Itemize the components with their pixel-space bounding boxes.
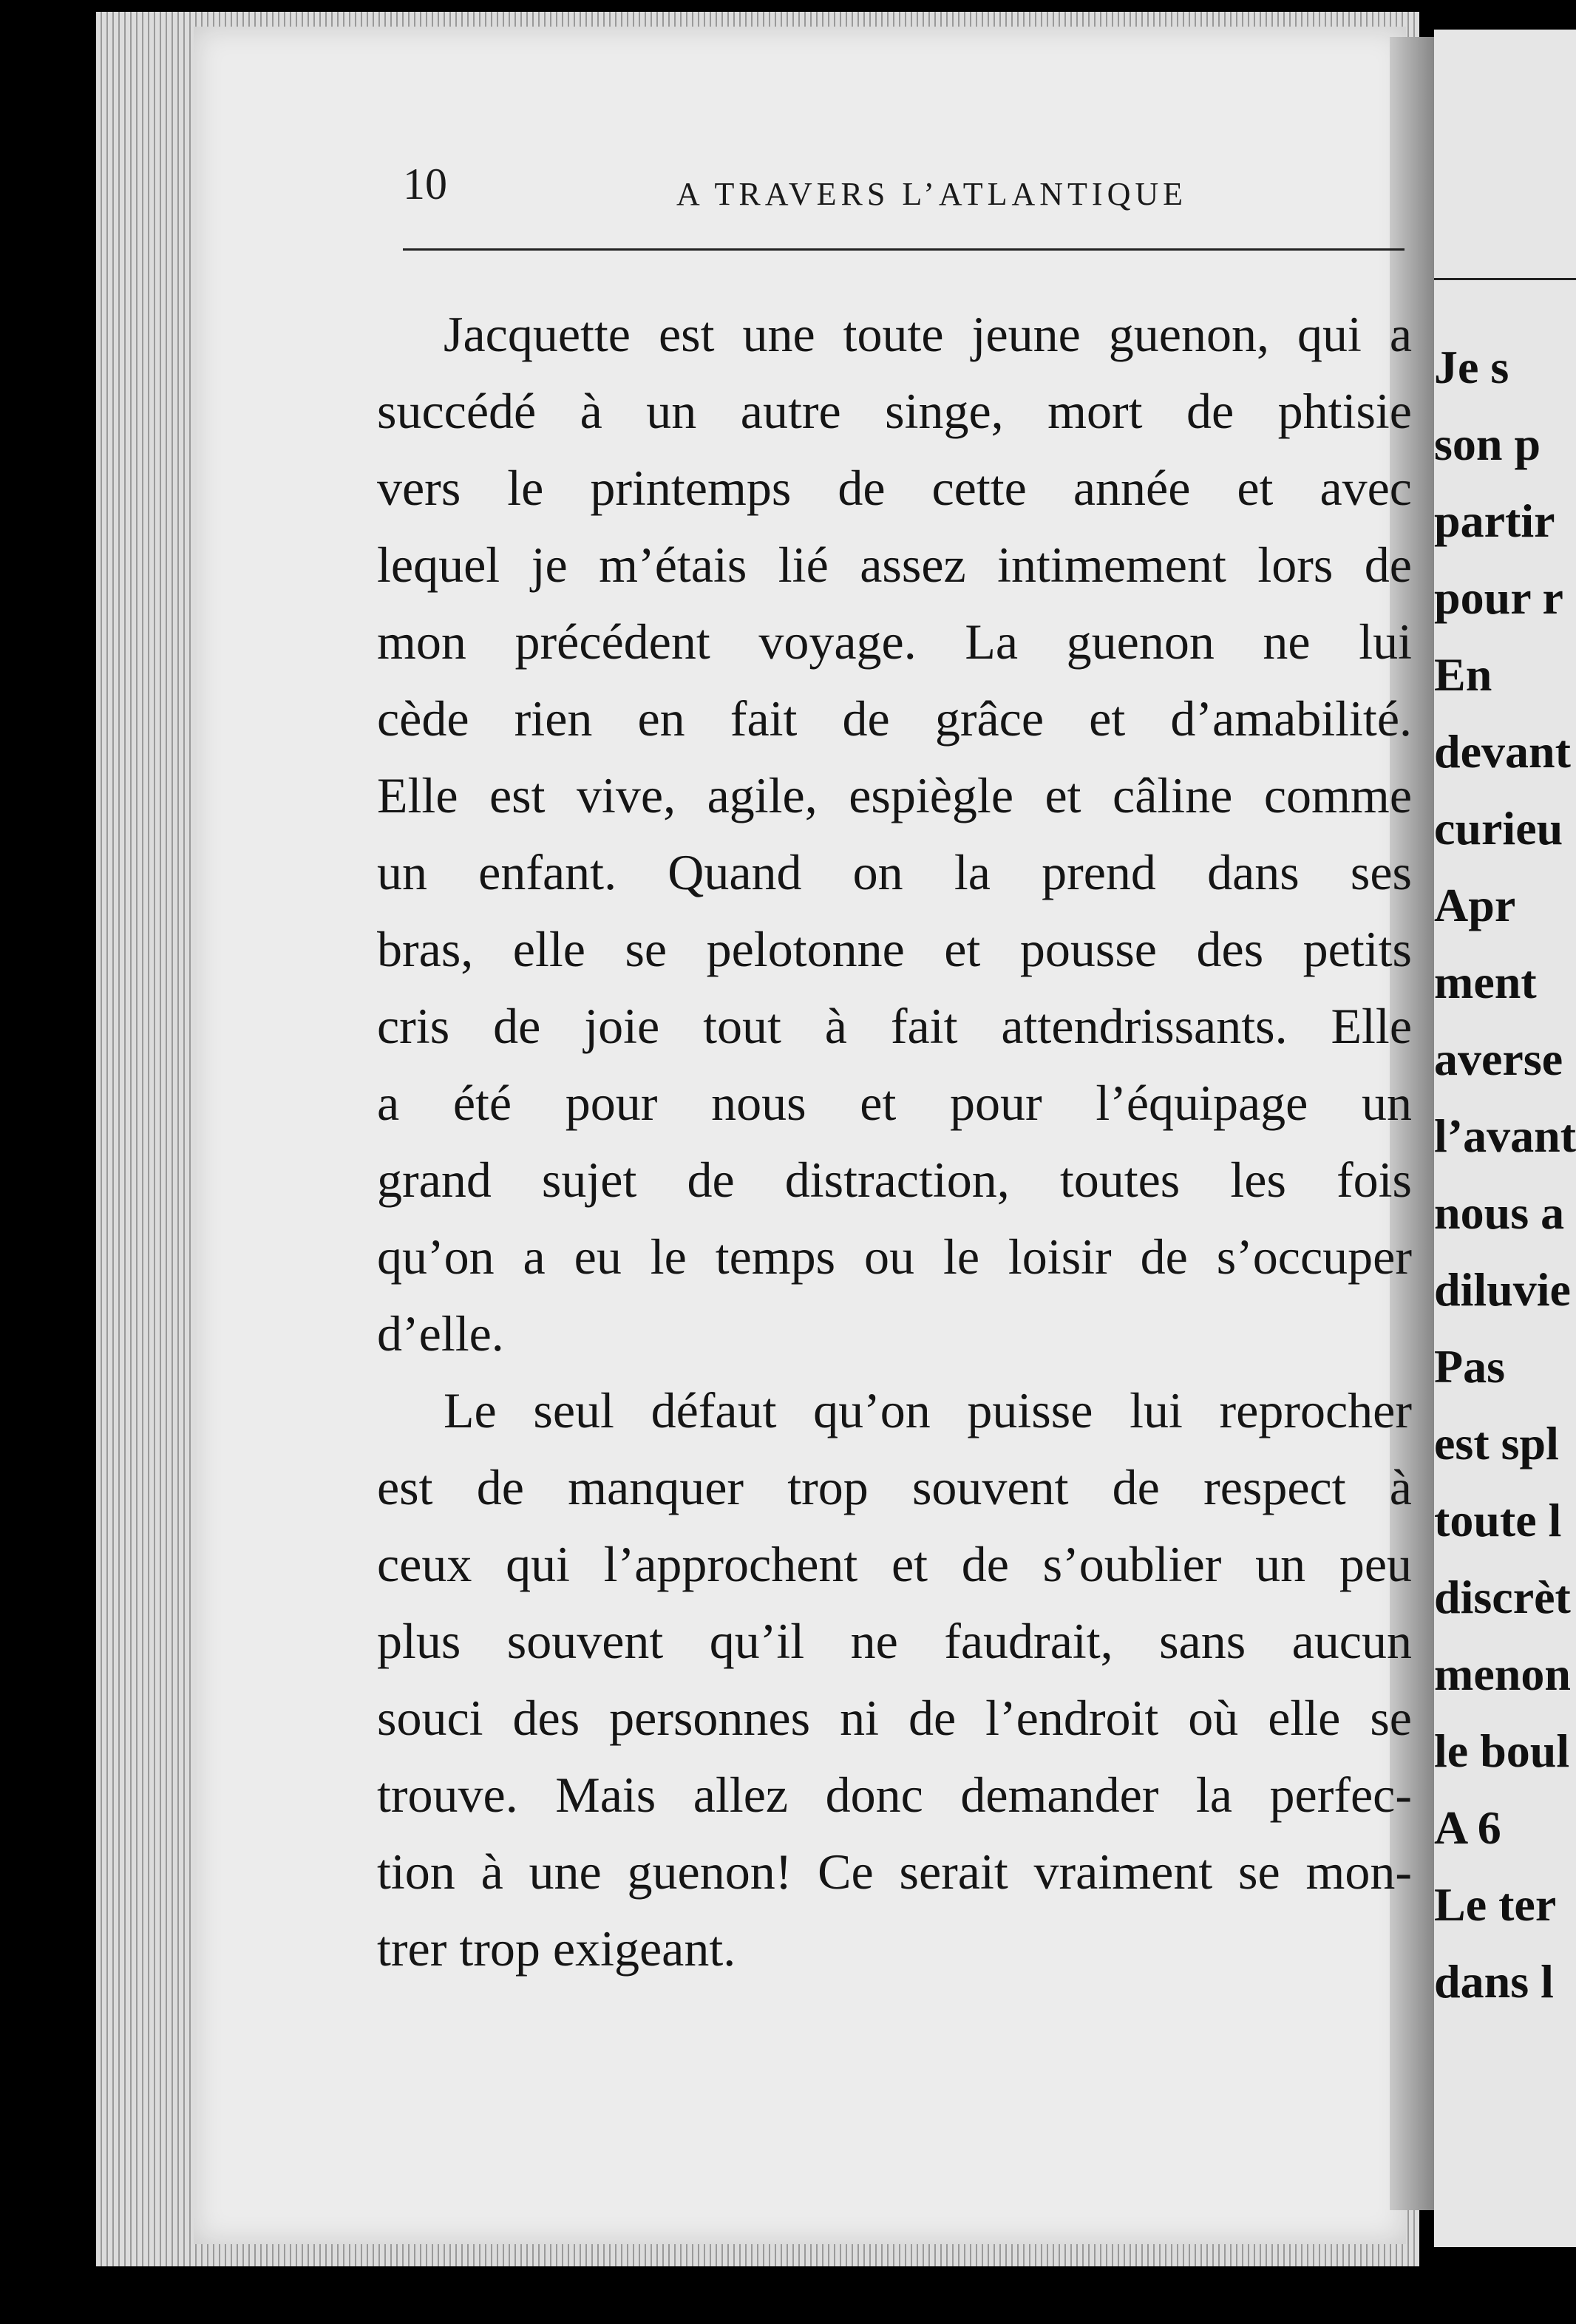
facing-line: devant — [1434, 725, 1571, 778]
facing-line: toute l — [1434, 1494, 1562, 1546]
facing-line: Apr — [1434, 879, 1516, 931]
facing-line: En — [1434, 648, 1492, 701]
text-line: trer trop exigeant. — [377, 1920, 736, 1977]
facing-line: Pas — [1434, 1340, 1505, 1393]
facing-line: l’avant — [1434, 1110, 1576, 1162]
paragraph — [377, 1372, 1412, 1987]
text-line: trouve. Mais allez donc demander la perfec- — [377, 1767, 1412, 1823]
facing-line: partir — [1434, 495, 1555, 547]
text-line: Elle est vive, agile, espiègle et câline comme — [377, 767, 1412, 823]
header-rule — [403, 248, 1405, 251]
facing-page-rule — [1434, 278, 1576, 280]
text-line: qu’on a eu le temps ou le loisir de s’occuper — [377, 1229, 1412, 1285]
facing-line: pour r — [1434, 571, 1563, 624]
facing-line: curieu — [1434, 802, 1563, 854]
text-line: cris de joie tout à fait attendrissants. Elle — [377, 998, 1412, 1054]
text-line: lequel je m’étais lié assez intimement lors de — [377, 537, 1412, 593]
facing-line: discrèt — [1434, 1571, 1571, 1623]
text-line: succédé à un autre singe, mort de phtisie — [377, 383, 1412, 439]
text-line: d’elle. — [377, 1305, 504, 1362]
text-line: Jacquette est une toute jeune guenon, qui a — [444, 306, 1412, 362]
text-line: est de manquer trop souvent de respect à — [377, 1459, 1412, 1515]
body-text — [377, 296, 1412, 1987]
facing-line: est spl — [1434, 1417, 1559, 1470]
page-header — [403, 159, 1408, 225]
text-line: tion à une guenon! Ce serait vraiment se mon- — [377, 1844, 1412, 1900]
facing-page — [1434, 30, 1576, 2247]
facing-line: A 6 — [1434, 1801, 1501, 1854]
running-title: A TRAVERS L’ATLANTIQUE — [676, 176, 1188, 212]
facing-line: le boul — [1434, 1725, 1570, 1777]
text-line: Le seul défaut qu’on puisse lui reprocher — [444, 1382, 1412, 1438]
text-line: bras, elle se pelotonne et pousse des petits — [377, 921, 1412, 977]
text-line: plus souvent qu’il ne faudrait, sans aucun — [377, 1613, 1412, 1669]
facing-line: Le ter — [1434, 1878, 1557, 1931]
text-line: un enfant. Quand on la prend dans ses — [377, 844, 1412, 900]
facing-line: Je s — [1434, 341, 1509, 393]
facing-line: dans l — [1434, 1955, 1554, 2008]
facing-line: averse — [1434, 1033, 1563, 1085]
facing-line: diluvie — [1434, 1263, 1571, 1316]
text-line: a été pour nous et pour l’équipage un — [377, 1075, 1412, 1131]
text-line: mon précédent voyage. La guenon ne lui — [377, 614, 1412, 670]
text-line: souci des personnes ni de l’endroit où elle se — [377, 1690, 1412, 1746]
text-line: grand sujet de distraction, toutes les fois — [377, 1152, 1412, 1208]
facing-line: menon — [1434, 1648, 1571, 1700]
facing-line: son p — [1434, 418, 1541, 470]
page-number: 10 — [403, 160, 447, 208]
text-line: cède rien en fait de grâce et d’amabilité. — [377, 690, 1412, 747]
text-line: vers le printemps de cette année et avec — [377, 460, 1412, 516]
text-line: ceux qui l’approchent et de s’oublier un peu — [377, 1536, 1412, 1592]
paragraph — [377, 296, 1412, 1372]
facing-line: ment — [1434, 956, 1537, 1008]
facing-line: nous a — [1434, 1186, 1565, 1239]
